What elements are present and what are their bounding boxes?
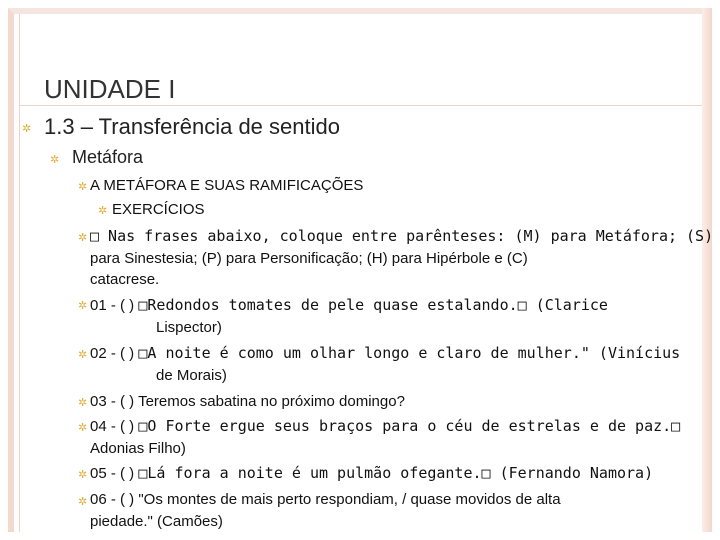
title-divider (19, 105, 712, 106)
item-text: □O Forte ergue seus braços para o céu de estrelas e de paz.□ (138, 417, 681, 435)
slide-title: UNIDADE I (44, 74, 176, 104)
instruction-line2: para Sinestesia; (P) para Personificação; (H) para Hipérbole e (C) (90, 250, 528, 267)
exercise-item-04 (90, 417, 680, 435)
instruction-line1: □ Nas frases abaixo, coloque entre parênteses: (M) para Metáfora; (S) (90, 227, 714, 245)
sun-bullet-icon: ✲ (98, 205, 108, 217)
instruction-line3: catacrese. (90, 271, 160, 288)
exercise-item-01 (90, 296, 608, 314)
sun-bullet-icon: ✲ (78, 397, 88, 409)
item-number: 02 - ( ) (90, 345, 135, 362)
item-text: "Os montes de mais perto respondiam, / quase movidos de alta (138, 491, 561, 508)
heading-level2: Metáfora (72, 147, 144, 167)
slide-right-bar (702, 8, 712, 532)
item-continuation: piedade." (Camões) (90, 513, 223, 530)
sun-bullet-icon: ✲ (78, 496, 88, 508)
item-text: □Redondos tomates de pele quase estalando.□ (Clarice (138, 296, 608, 314)
sun-bullet-icon: ✲ (22, 123, 32, 135)
item-text: Teremos sabatina no próximo domingo? (138, 393, 405, 410)
item-continuation: Lispector) (156, 319, 222, 336)
sun-bullet-icon: ✲ (78, 300, 88, 312)
exercise-item-05 (90, 464, 653, 482)
sun-bullet-icon: ✲ (78, 422, 88, 434)
sun-bullet-icon: ✲ (78, 349, 88, 361)
item-number: 04 - ( ) (90, 418, 135, 435)
item-number: 03 - ( ) (90, 393, 135, 410)
item-continuation: Adonias Filho) (90, 440, 186, 457)
frame-vertical-line (19, 14, 20, 532)
sun-bullet-icon: ✲ (78, 181, 88, 193)
exercise-item-02 (90, 344, 680, 362)
item-number: 06 - ( ) (90, 491, 135, 508)
item-text: □A noite é como um olhar longo e claro de mulher." (Vinícius (138, 344, 681, 362)
exercise-item-03 (90, 393, 405, 410)
item-number: 05 - ( ) (90, 465, 135, 482)
heading-level1: 1.3 – Transferência de sentido (44, 114, 340, 139)
item-continuation: de Morais) (156, 367, 227, 384)
exercise-item-06 (90, 491, 561, 508)
sun-bullet-icon: ✲ (78, 232, 88, 244)
item-number: 01 - ( ) (90, 297, 135, 314)
item-text: □Lá fora a noite é um pulmão ofegante.□ (Fernando Namora) (138, 464, 654, 482)
sun-bullet-icon: ✲ (78, 469, 88, 481)
heading-level4: EXERCÍCIOS (112, 201, 205, 218)
heading-level3: A METÁFORA E SUAS RAMIFICAÇÕES (90, 177, 364, 194)
sun-bullet-icon: ✲ (50, 154, 60, 166)
